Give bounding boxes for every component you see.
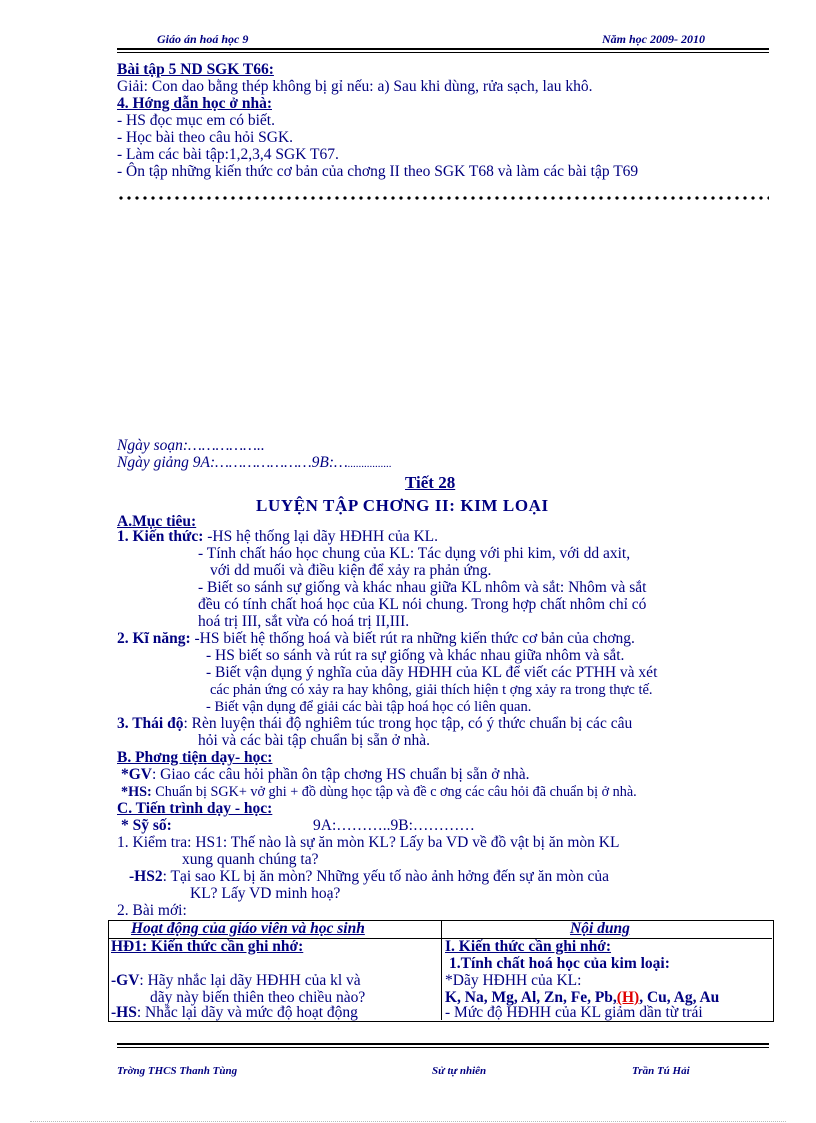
guide-item: - Ôn tập những kiến thức cơ bản của chơng II theo SGK T68 và làm các bài tập T69: [117, 163, 639, 180]
exercise-answer: Giải: Con dao bằng thép không bị gỉ nếu: a) Sau khi dùng, rửa sạch, lau khô.: [117, 78, 593, 95]
knowledge-line: - Tính chất háo học chung của KL: Tác dụng với phi kim, với dd axit,: [198, 545, 631, 562]
content-line: *Dãy HĐHH của KL:: [445, 972, 582, 989]
check-question: 1. Kiểm tra: HS1: Thế nào là sự ăn mòn KL? Lấy ba VD về đồ vật bị ăn mòn KL: [117, 834, 620, 851]
footer-right: Trần Tú Hải: [632, 1065, 690, 1077]
header-rule: [117, 48, 769, 50]
footer-left: Trờng THCS Thanh Tùng: [117, 1065, 238, 1077]
activity-line: dãy này biến thiên theo chiều nào?: [150, 989, 366, 1006]
hs-prep-line: *HS: Chuẩn bị SGK+ vở ghi + đồ dùng học tập và đề c ơng các câu hỏi đã chuẩn bị ở nhà.: [121, 784, 637, 800]
dotted-separator: [117, 195, 769, 201]
section-c-title: C. Tiến trình dạy - học:: [117, 800, 273, 817]
table-divider: [441, 920, 442, 1020]
knowledge-line: với dd muối và điều kiện để xảy ra phản ứng.: [210, 562, 492, 579]
page-edge: [30, 1121, 786, 1122]
skills-line: các phản ứng có xảy ra hay không, giải thích hiện t ợng xảy ra trong thực tế.: [210, 682, 653, 698]
activity-heading: HĐ1: Kiến thức cần ghi nhớ:: [111, 938, 304, 955]
knowledge-line: đều có tính chất hoá học của KL nói chung. Trong hợp chất nhôm chỉ có: [198, 596, 647, 613]
footer-rule-thin: [117, 1047, 769, 1048]
content-subheading: 1.Tính chất hoá học của kim loại:: [449, 955, 670, 972]
skills-line: - HS biết so sánh và rút ra sự giống và khác nhau giữa nhôm và sắt.: [206, 647, 625, 664]
exercise-title: Bài tập 5 ND SGK T66:: [117, 61, 274, 78]
header-right: Năm học 2009- 2010: [602, 32, 705, 46]
gv-prep-line: *GV: Giao các câu hỏi phần ôn tập chơng HS chuẩn bị sẵn ở nhà.: [121, 766, 530, 783]
check-question: xung quanh chúng ta?: [182, 851, 319, 868]
section-b-title: B. Phơng tiện dạy- học:: [117, 749, 273, 766]
content-heading: I. Kiến thức cần ghi nhớ:: [445, 938, 612, 955]
header-rule-thin: [117, 52, 769, 53]
prep-date: Ngày soạn:……………..: [117, 437, 265, 454]
footer-rule: [117, 1043, 769, 1045]
skills-line: 2. Kĩ năng: -HS biết hệ thống hoá và biết rút ra những kiến thức cơ bản của chơng.: [117, 630, 635, 647]
content-line: - Mức độ HĐHH của KL giảm dần từ trái: [445, 1004, 703, 1021]
skills-line: - Biết vận dụng ý nghĩa của dãy HĐHH của KL để viết các PTHH và xét: [206, 664, 658, 681]
section-a-title: A.Mục tiêu:: [117, 513, 197, 530]
teach-date: Ngày giảng 9A:…………………9B:…................: [117, 454, 392, 471]
lesson-title: LUYỆN TẬP CHƠNG II: KIM LOẠI: [256, 496, 549, 515]
guide-title: 4. Hớng dẫn học ở nhà:: [117, 95, 272, 112]
check-question: KL? Lấy VD minh hoạ?: [190, 885, 341, 902]
new-lesson-label: 2. Bài mới:: [117, 902, 187, 919]
table-col2-header: Nội dung: [570, 920, 630, 937]
siso-label: * Sỹ số:: [121, 817, 172, 834]
guide-item: - Làm các bài tập:1,2,3,4 SGK T67.: [117, 146, 339, 163]
guide-item: - Học bài theo câu hỏi SGK.: [117, 129, 294, 146]
header-left: Giáo án hoá học 9: [157, 32, 249, 46]
knowledge-line: 1. Kiến thức: -HS hệ thống lại dãy HĐHH của KL.: [117, 528, 438, 545]
activity-line: -HS: Nhắc lại dãy và mức độ hoạt động: [111, 1004, 358, 1021]
attitude-line: hỏi và các bài tập chuẩn bị sẵn ở nhà.: [198, 732, 431, 749]
table-col1-header: Hoạt động của giáo viên và học sinh: [131, 920, 365, 937]
check-question: -HS2: Tại sao KL bị ăn mòn? Những yếu tố nào ảnh hởng đến sự ăn mòn của: [129, 868, 610, 885]
siso-value: 9A:………..9B:…………: [313, 817, 475, 834]
guide-item: - HS đọc mục em có biết.: [117, 112, 275, 129]
skills-line: - Biết vận dụng để giải các bài tập hoá học có liên quan.: [206, 699, 532, 715]
lesson-number: Tiết 28: [405, 473, 456, 492]
activity-line: -GV: Hãy nhắc lại dãy HĐHH của kl và: [111, 972, 361, 989]
footer-center: Sử tự nhiên: [432, 1065, 487, 1077]
activity-series: K, Na, Mg, Al, Zn, Fe, Pb,(H), Cu, Ag, Au: [445, 989, 720, 1006]
attitude-line: 3. Thái độ: Rèn luyện thái độ nghiêm túc trong học tập, có ý thức chuẩn bị các câu: [117, 715, 633, 732]
knowledge-line: hoá trị III, sắt vừa có hoá trị II,III.: [198, 613, 410, 630]
knowledge-line: - Biết so sánh sự giống và khác nhau giữa KL nhôm và sắt: Nhôm và sắt: [198, 579, 647, 596]
